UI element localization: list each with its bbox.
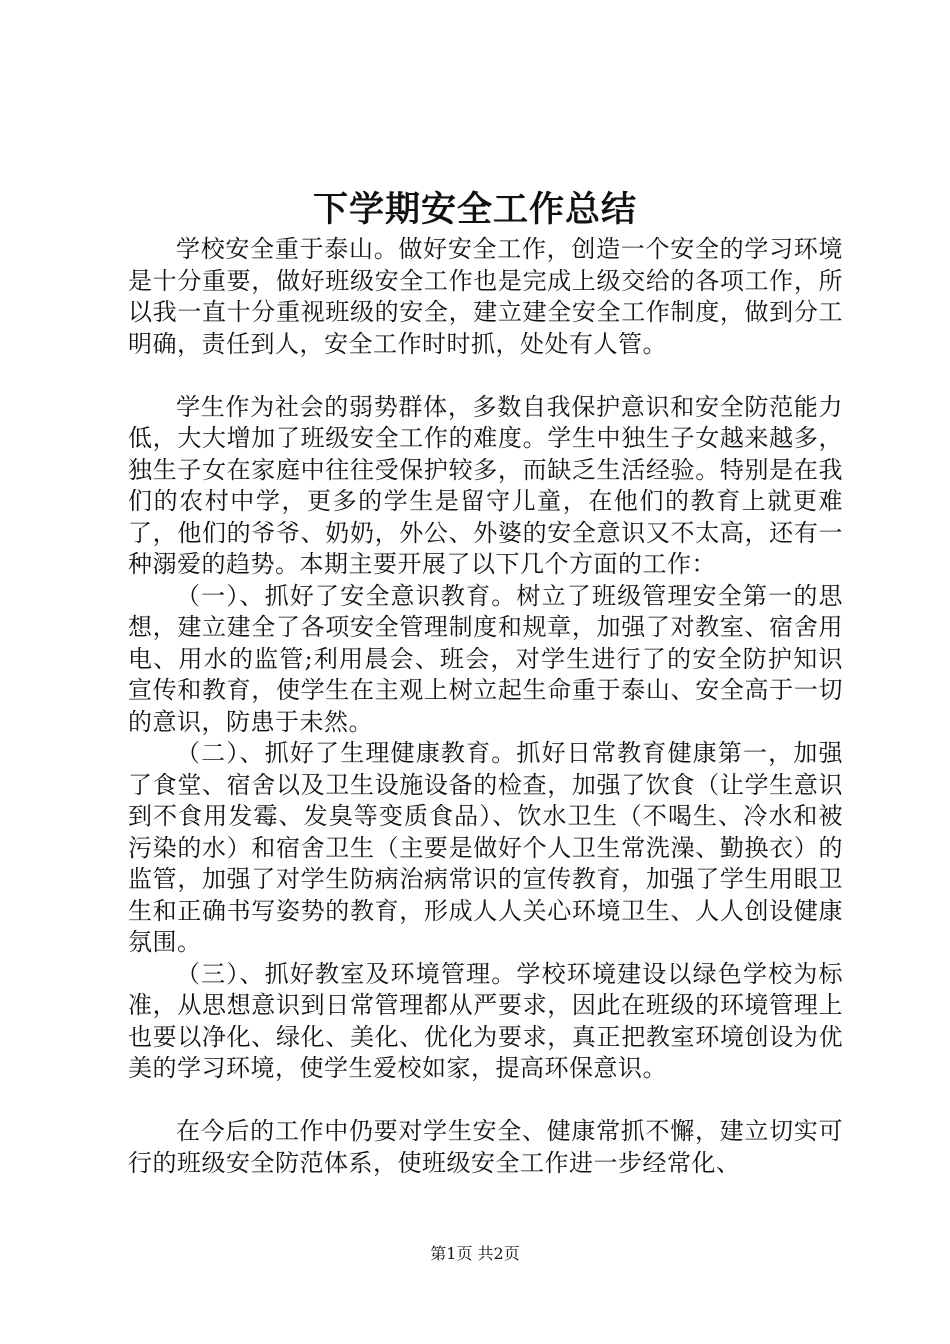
paragraph-future: 在今后的工作中仍要对学生安全、健康常抓不懈，建立切实可行的班级安全防范体系，使班级安全工作进一步经常化、 bbox=[128, 1117, 843, 1177]
paragraph-students: 学生作为社会的弱势群体，多数自我保护意识和安全防范能力低，大大增加了班级安全工作的难度。学生中独生子女越来越多，独生子女在家庭中往往受保护较多，而缺乏生活经验。特别是在我们的农村中学，更多的学生是留守儿童，在他们的教育上就更难了，他们的爷爷、奶奶，外公、外婆的安全意识又不太高，还有一种溺爱的趋势。本期主要开展了以下几个方面的工作： bbox=[128, 392, 843, 578]
paragraph-intro: 学校安全重于泰山。做好安全工作，创造一个安全的学习环境是十分重要，做好班级安全工作也是完成上级交给的各项工作，所以我一直十分重视班级的安全，建立建全安全工作制度，做到分工明确，责任到人，安全工作时时抓，处处有人管。 bbox=[128, 235, 843, 358]
document-body bbox=[128, 234, 843, 1179]
paragraph-gap bbox=[128, 1085, 843, 1117]
page-number: 第1页 共2页 bbox=[430, 1244, 520, 1263]
paragraph-section-two: （二）、抓好了生理健康教育。抓好日常教育健康第一，加强了食堂、宿舍以及卫生设施设备的检查，加强了饮食（让学生意识到不食用发霉、发臭等变质食品）、饮水卫生（不喝生、冷水和被污染的水）和宿舍卫生（主要是做好个人卫生常洗澡、勤换衣）的监管，加强了对学生防病治病常识的宣传教育，加强了学生用眼卫生和正确书写姿势的教育，形成人人关心环境卫生、人人创设健康氛围。 bbox=[128, 739, 843, 956]
paragraph-section-one: （一）、抓好了安全意识教育。树立了班级管理安全第一的思想，建立建全了各项安全管理制度和规章，加强了对教室、宿舍用电、用水的监管;利用晨会、班会，对学生进行了的安全防护知识宣传和教育，使学生在主观上树立起生命重于泰山、安全高于一切的意识，防患于未然。 bbox=[128, 581, 843, 736]
document-title: 下学期安全工作总结 bbox=[312, 189, 637, 230]
paragraph-section-three: （三）、抓好教室及环境管理。学校环境建设以绿色学校为标准，从思想意识到日常管理都从严要求，因此在班级的环境管理上也要以净化、绿化、美化、优化为要求，真正把教室环境创设为优美的学习环境，使学生爱校如家，提高环保意识。 bbox=[128, 959, 843, 1082]
paragraph-gap bbox=[128, 360, 843, 392]
